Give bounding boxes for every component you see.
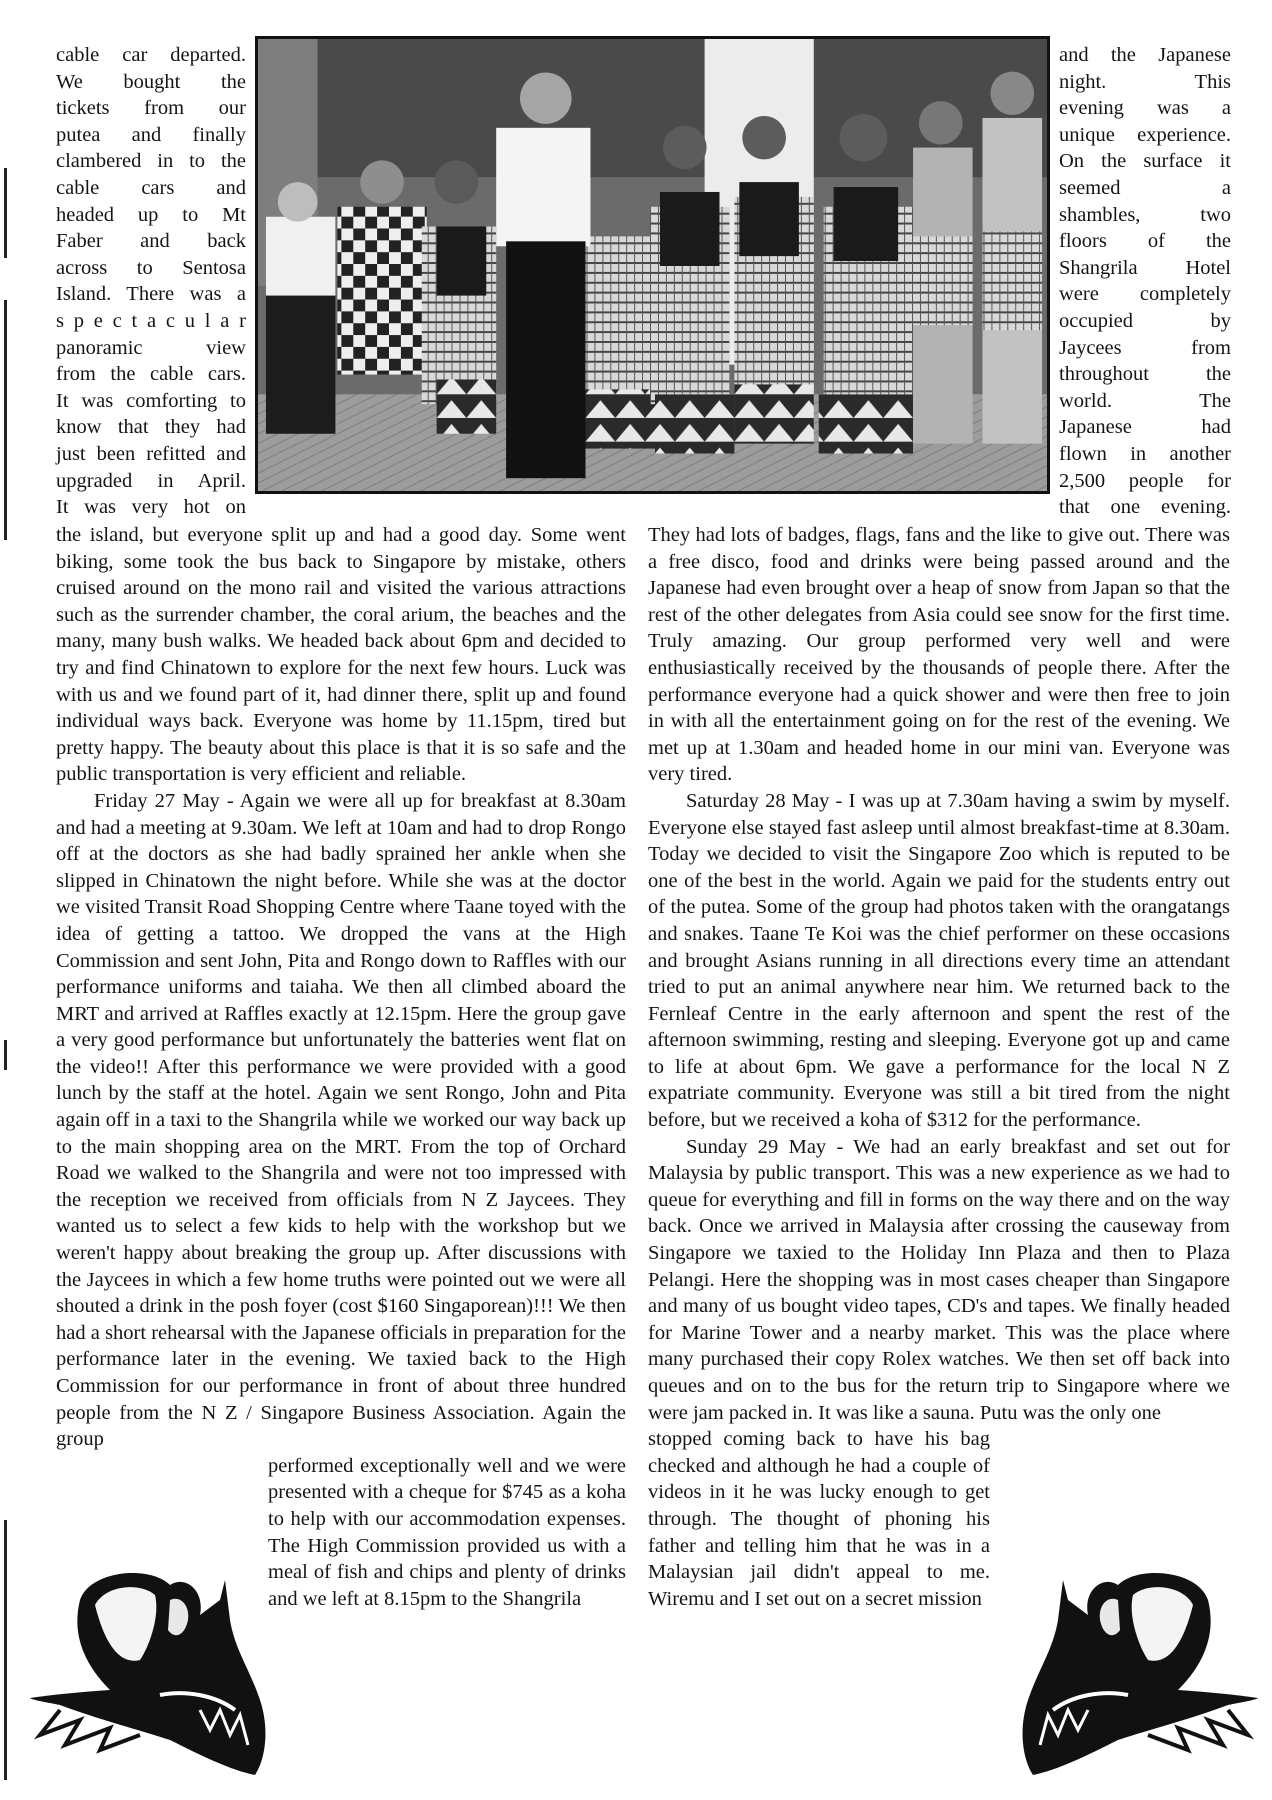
paragraph-sunday-wrap: stopped coming back to have his bag checked and although he had a couple of videos in it he was lucky enough to get through. The thought of phoning his father and telling him that he was in a Malaysian jail didn't appeal to me. Wiremu and I set out on a secret mission	[648, 1428, 990, 1610]
dragon-illustration-right	[1018, 1560, 1268, 1790]
text-line: Jaycees from	[1059, 336, 1231, 359]
scan-edge-mark	[4, 300, 7, 540]
text-line: floors of the	[1059, 230, 1231, 253]
paragraph-text: Saturday 28 May - I was up at 7.30am having a swim by myself. Everyone else stayed fast asleep until almost breakfast-time at 8.30am. Today we decided to visit the Singapore Zoo which is reputed to be one of the best in the world. Again we paid for the students entry out of the putea. Some of the group had photos taken with the orangatangs and snakes. Taane Te Koi was the chief performer on these occasions and brought Asians running in all directions every time an attendant tried to put an animal anywhere near him. We returned back to the Fernleaf Centre in the early afternoon and spent the rest of the afternoon swimming, resting and sleeping. Everyone got up and came to life at about 6pm. We gave a performance for the local N Z expatriate community. Everyone was still a bit tired from the night before, but we received a koha of $312 for the performance.	[648, 789, 1230, 1132]
text-line: It was comforting to	[56, 389, 246, 412]
text-line: evening was a	[1059, 97, 1231, 120]
text-line: Japanese had	[1059, 416, 1231, 439]
paragraph-japanese-night: They had lots of badges, flags, fans and the like to give out. There was a free disco, food and drinks were being passed around and the Japanese had even brought over a heap of snow from Japan so that the rest of the other delegates from Asia could see snow for the first time. Truly amazing. Our group performed very well and were enthusiastically received by the thousands of people there. After the performance everyone had a quick shower and were then free to join in with all the entertainment going on for the rest of the evening. We met up at 1.30am and headed home in our mini van. Everyone was very tired.	[648, 524, 1230, 786]
text-line: cable car departed.	[56, 44, 246, 66]
text-line: across to Sentosa	[56, 256, 246, 279]
text-line: world. The	[1059, 389, 1231, 412]
dragon-icon	[1018, 1560, 1268, 1790]
paragraph-friday-wrap: performed exceptionally well and we were presented with a cheque for $745 as a koha to help with our accommodation expenses. The High Commission provided us with a meal of fish and chips and plenty of drinks and we left at 8.15pm to the Shangrila	[268, 1454, 626, 1610]
text-line: and the Japanese	[1059, 44, 1231, 66]
text-line: flown in another	[1059, 442, 1231, 465]
photo-image	[258, 39, 1047, 491]
text-line: were completely	[1059, 283, 1231, 306]
scan-edge-mark	[4, 1040, 7, 1070]
text-line: throughout the	[1059, 363, 1231, 386]
paragraph-island-day: the island, but everyone split up and had a good day. Some went biking, some took the bus back to Singapore by mistake, others cruised around on the mono rail and visited the various attractions such as the surrender chamber, the coral arium, the beaches and the many, many bush walks. We headed back about 6pm and decided to try and find Chinatown to explore for the next few hours. Luck was with us and we found part of it, had dinner there, split up and found individual ways back. Everyone was home by 11.15pm, tired but pretty happy. The beauty about this place is that it is so safe and the public transportation is very efficient and reliable.	[56, 524, 626, 786]
group-photo	[255, 36, 1050, 494]
text-line: that one evening.	[1059, 496, 1231, 519]
text-line: s p e c t a c u l a r	[56, 309, 246, 332]
text-line: It was very hot on	[56, 496, 246, 519]
paragraph-text: Sunday 29 May - We had an early breakfast and set out for Malaysia by public transport. This was a new experience as we had to queue for everything and fill in forms on the way there and on the way back. Once we arrived in Malaysia after crossing the causeway from Singapore we taxied to the Holiday Inn Plaza and then to Plaza Pelangi. Here the shopping was in most cases cheaper than Singapore and many of us bought video tapes, CD's and tapes. We finally headed for Marine Tower and a nearby market. This was the place where many purchased their copy Rolex watches. We then set off back into queues and on to the bus for the return trip to Singapore where we were jam packed in. It was like a sauna. Putu was the only one	[648, 1135, 1230, 1424]
text-line: seemed a	[1059, 176, 1231, 199]
paragraph-friday-27-may	[56, 788, 626, 1453]
text-line: clambered in to the	[56, 150, 246, 173]
text-line: cable cars and	[56, 176, 246, 199]
text-line: Shangrila Hotel	[1059, 256, 1231, 279]
paragraph-sunday-29-may	[648, 1134, 1230, 1427]
text-line: just been refitted and	[56, 442, 246, 465]
text-line: from the cable cars.	[56, 363, 246, 386]
text-line: On the surface it	[1059, 150, 1231, 173]
scan-edge-mark	[4, 168, 7, 258]
right-text-column	[648, 522, 1230, 1612]
scan-edge-mark	[4, 1520, 7, 1780]
text-line: headed up to Mt	[56, 203, 246, 226]
text-line: panoramic view	[56, 336, 246, 359]
top-right-text-column	[1059, 42, 1231, 521]
dragon-icon	[20, 1560, 270, 1790]
text-line: We bought the	[56, 70, 246, 93]
text-line: night. This	[1059, 70, 1231, 93]
left-text-column	[56, 522, 626, 1612]
text-line: shambles, two	[1059, 203, 1231, 226]
dragon-illustration-left	[20, 1560, 270, 1790]
text-line: Faber and back	[56, 230, 246, 253]
text-line: Island. There was a	[56, 283, 246, 306]
text-line: tickets from our	[56, 97, 246, 120]
paragraph-saturday-28-may	[648, 788, 1230, 1134]
text-line: occupied by	[1059, 309, 1231, 332]
paragraph-text: Friday 27 May - Again we were all up for breakfast at 8.30am and had a meeting at 9.30am. We left at 10am and had to drop Rongo off at the doctors as she had badly sprained her ankle when she slipped in Chinatown the night before. While she was at the doctor we visited Transit Road Shopping Centre where Taane toyed with the idea of getting a tattoo. We dropped the vans at the High Commission and sent John, Pita and Rongo down to Raffles with our performance uniforms and taiaha. We then all climbed aboard the MRT and arrived at Raffles exactly at 12.15pm. Here the group gave a very good performance but unfortunately the batteries went flat on the video!! After this performance we were provided with a good lunch by the staff at the hotel. Again we sent Rongo, John and Pita again off in a taxi to the Shangrila while we worked our way back up to the main shopping area on the MRT. From the top of Orchard Road we walked to the Shangrila and were not too impressed with the reception we received from officials from N Z Jaycees. They wanted us to select a few kids to help with the workshop but we weren't happy about breaking the group up. After discussions with the Jaycees in which a few home truths were pointed out we were all shouted a drink in the posh foyer (cost $160 Singaporean)!!! We then had a short rehearsal with the Japanese officials in preparation for the performance later in the evening. We taxied back to the High Commission for our performance in front of about three hundred people from the N Z / Singapore Business Association. Again the group	[56, 789, 626, 1451]
text-line: putea and finally	[56, 123, 246, 146]
text-line: know that they had	[56, 416, 246, 439]
text-line: 2,500 people for	[1059, 469, 1231, 492]
text-line: unique experience.	[1059, 123, 1231, 146]
top-left-text-column	[56, 42, 246, 521]
text-line: upgraded in April.	[56, 469, 246, 492]
